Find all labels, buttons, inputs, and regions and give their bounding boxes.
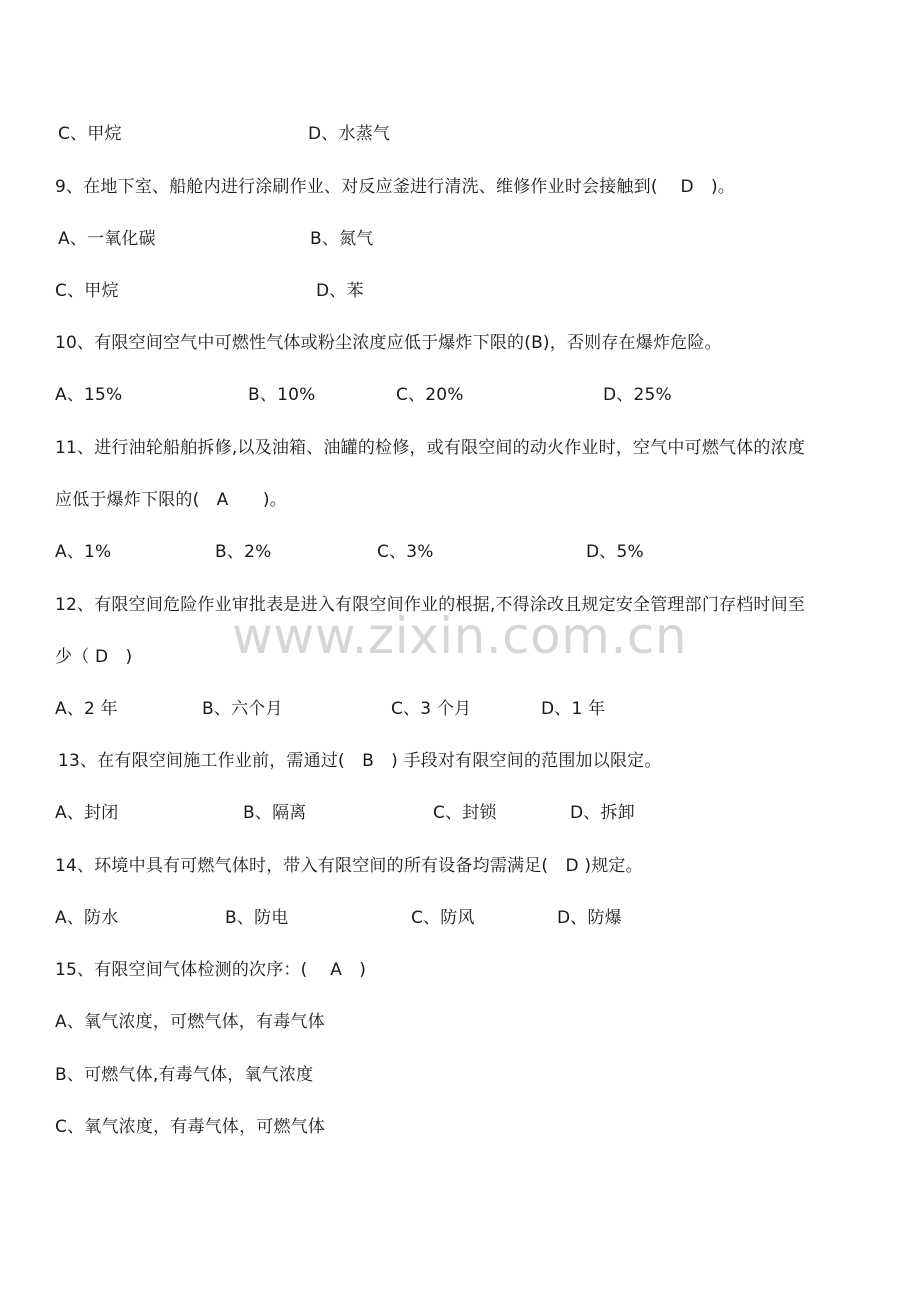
- option-c: C、甲烷: [58, 124, 122, 144]
- question-15-option-c: [0, 1112, 920, 1142]
- option-b: B、隔离: [243, 803, 307, 823]
- option-d: D、5%: [586, 542, 644, 562]
- option-d: D、防爆: [557, 908, 622, 928]
- question-13: [0, 746, 920, 776]
- option-b: B、氮气: [310, 229, 374, 249]
- question-text: 12、有限空间危险作业审批表是进入有限空间作业的根据,不得涂改且规定安全管理部门存档时间至: [55, 595, 806, 615]
- option-a: A、一氧化碳: [58, 229, 156, 249]
- option-d: D、25%: [603, 385, 672, 405]
- question-14-options: [0, 903, 920, 933]
- question-text: 13、在有限空间施工作业前，需通过( B ) 手段对有限空间的范围加以限定。: [58, 751, 662, 771]
- option-a: A、15%: [55, 385, 123, 405]
- option-b: B、可燃气体,有毒气体，氧气浓度: [55, 1065, 314, 1085]
- option-c: C、封锁: [433, 803, 497, 823]
- question-text: 11、进行油轮船舶拆修,以及油箱、油罐的检修，或有限空间的动火作业时，空气中可燃气体的浓度: [55, 438, 806, 458]
- option-a: A、防水: [55, 908, 119, 928]
- option-d: D、苯: [316, 281, 364, 301]
- question-12-options: [0, 694, 920, 724]
- option-c: C、氧气浓度，有毒气体，可燃气体: [55, 1117, 326, 1137]
- option-c: C、3%: [377, 542, 434, 562]
- option-a: A、氧气浓度，可燃气体，有毒气体: [55, 1012, 325, 1032]
- option-b: B、六个月: [202, 699, 283, 719]
- question-text-continued: 少（ D ): [55, 647, 133, 667]
- question-12-line-2: [0, 642, 920, 672]
- question-8-options-cd: [0, 119, 920, 149]
- question-text-continued: 应低于爆炸下限的( A )。: [55, 490, 287, 510]
- option-a: A、封闭: [55, 803, 119, 823]
- option-d: D、水蒸气: [308, 124, 391, 144]
- question-text: 9、在地下室、船舱内进行涂刷作业、对反应釜进行清洗、维修作业时会接触到( D )。: [55, 177, 735, 197]
- question-9: [0, 172, 920, 202]
- question-13-options: [0, 798, 920, 828]
- question-text: 10、有限空间空气中可燃性气体或粉尘浓度应低于爆炸下限的(B)，否则存在爆炸危险。: [55, 333, 722, 353]
- question-9-options-cd: [0, 276, 920, 306]
- question-10-options: [0, 380, 920, 410]
- option-c: C、3 个月: [391, 699, 472, 719]
- option-a: A、1%: [55, 542, 112, 562]
- option-b: B、10%: [248, 385, 316, 405]
- option-c: C、甲烷: [55, 281, 119, 301]
- watermark: www.zixin.com.cn: [232, 607, 688, 665]
- option-d: D、1 年: [541, 699, 606, 719]
- question-text: 15、有限空间气体检测的次序：( A ): [55, 960, 367, 980]
- question-10: [0, 328, 920, 358]
- question-15-option-a: [0, 1007, 920, 1037]
- option-a: A、2 年: [55, 699, 118, 719]
- question-9-options-ab: [0, 224, 920, 254]
- option-b: B、2%: [215, 542, 272, 562]
- option-c: C、防风: [411, 908, 475, 928]
- question-15-option-b: [0, 1060, 920, 1090]
- question-11-line-2: [0, 485, 920, 515]
- question-11-options: [0, 537, 920, 567]
- question-12-line-1: [0, 590, 920, 620]
- question-11-line-1: [0, 433, 920, 463]
- question-14: [0, 851, 920, 881]
- option-c: C、20%: [396, 385, 464, 405]
- option-d: D、拆卸: [570, 803, 635, 823]
- option-b: B、防电: [225, 908, 289, 928]
- question-15: [0, 955, 920, 985]
- question-text: 14、环境中具有可燃气体时，带入有限空间的所有设备均需满足( D )规定。: [55, 856, 643, 876]
